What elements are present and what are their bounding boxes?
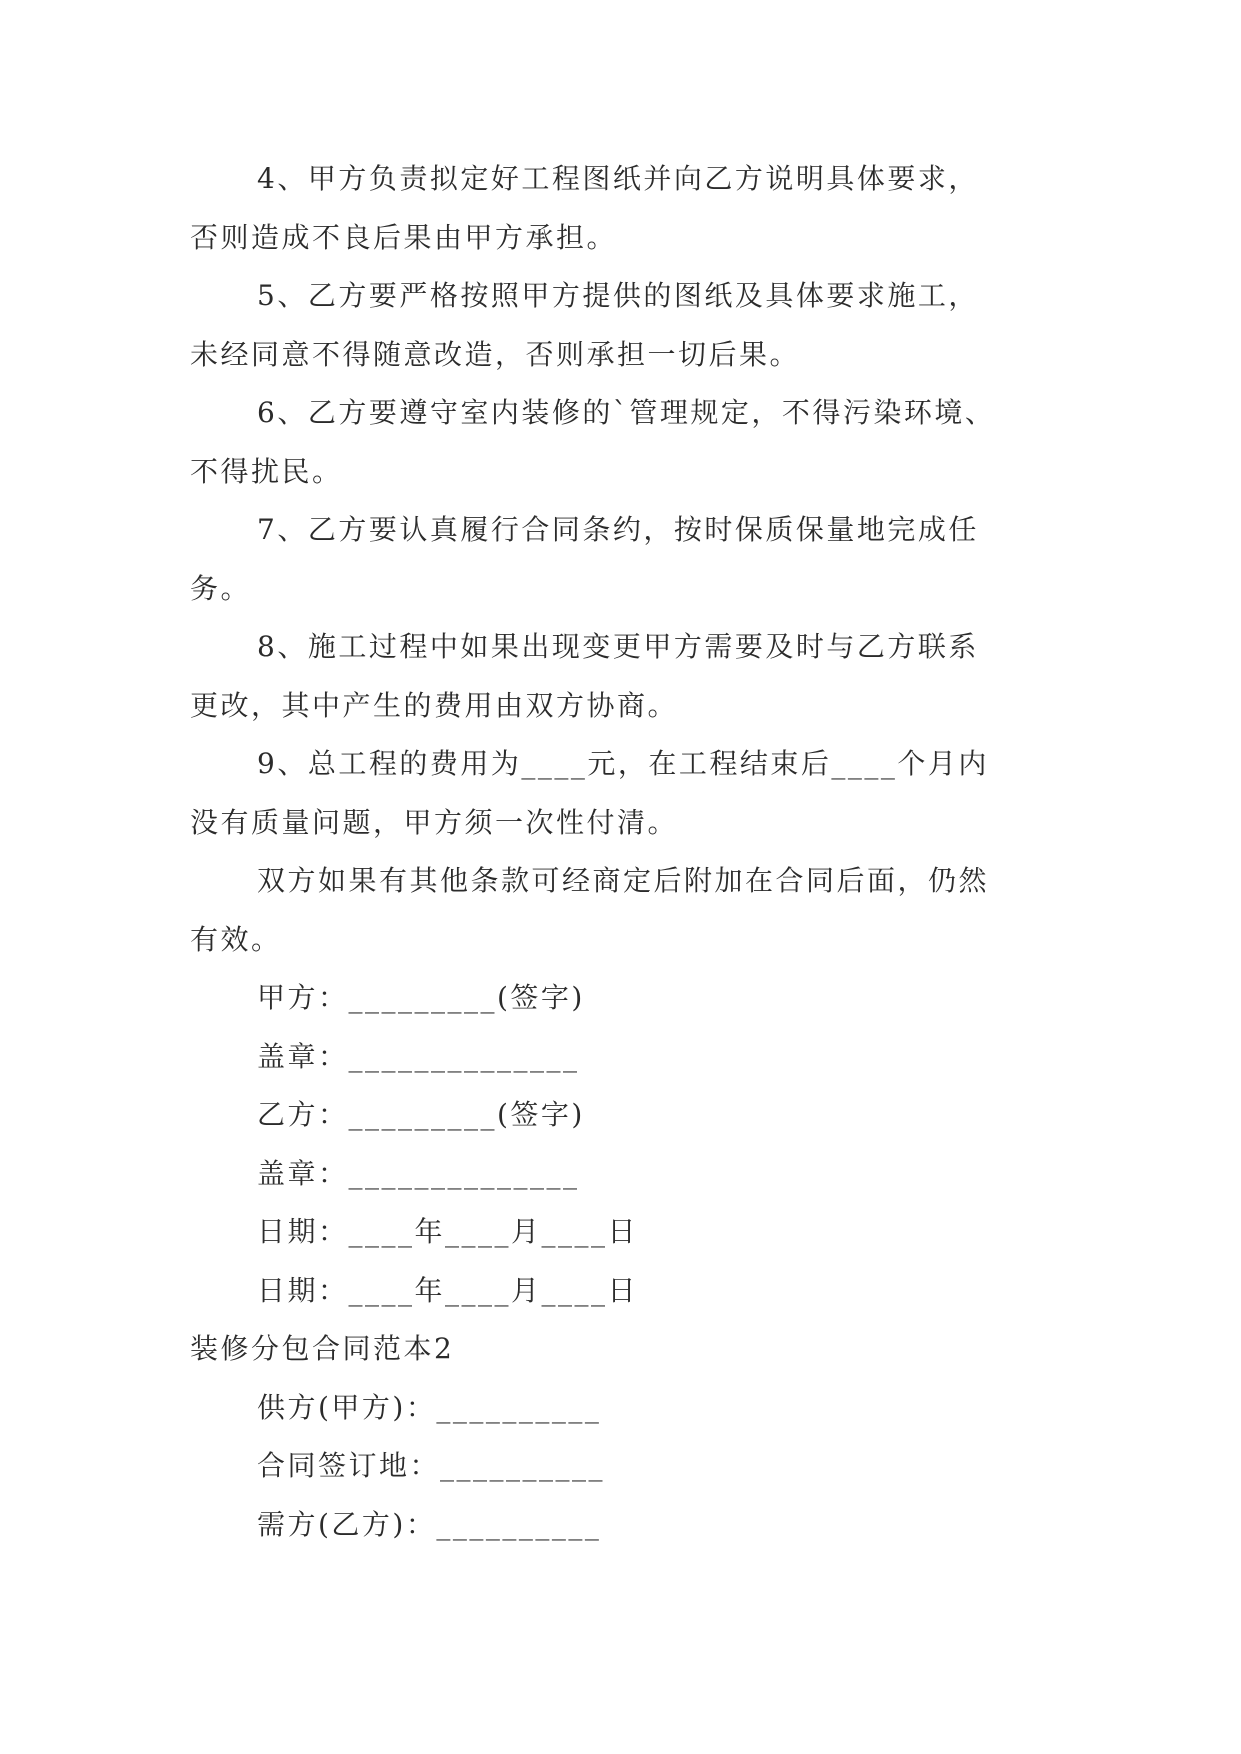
party-b-signature: 乙方：_________(签字) xyxy=(257,1098,585,1131)
supplementary-clause xyxy=(190,852,1070,969)
contract-page xyxy=(190,150,1070,1554)
clause-5-line-1: 5、乙方要严格按照甲方提供的图纸及具体要求施工， xyxy=(257,279,979,312)
date-line-1: 日期：____年____月____日 xyxy=(257,1215,639,1248)
signature-block xyxy=(190,969,1070,1320)
clause-4-line-2: 否则造成不良后果由甲方承担。 xyxy=(190,220,618,254)
party-a-seal: 盖章：______________ xyxy=(257,1039,580,1073)
clause-5-line-2: 未经同意不得随意改造，否则承担一切后果。 xyxy=(190,337,801,371)
section-title: 装修分包合同范本2 xyxy=(190,1332,455,1365)
parties-block xyxy=(190,1379,1070,1555)
supplementary-clause-line-1: 双方如果有其他条款可经商定后附加在合同后面，仍然 xyxy=(257,864,990,897)
clause-8-line-2: 更改，其中产生的费用由双方协商。 xyxy=(190,688,679,722)
clause-9 xyxy=(190,735,1070,852)
clause-7 xyxy=(190,501,1070,618)
clause-6 xyxy=(190,384,1070,501)
clause-6-line-2: 不得扰民。 xyxy=(190,454,343,488)
clause-6-line-1: 6、乙方要遵守室内装修的`管理规定，不得污染环境、 xyxy=(257,396,996,429)
clause-4 xyxy=(190,150,1070,267)
clause-7-line-1: 7、乙方要认真履行合同条约，按时保质保量地完成任 xyxy=(257,513,979,546)
signing-place-line: 合同签订地：__________ xyxy=(257,1449,606,1482)
party-b-seal: 盖章：______________ xyxy=(257,1156,580,1190)
clause-8-line-1: 8、施工过程中如果出现变更甲方需要及时与乙方联系 xyxy=(257,630,979,663)
date-line-2: 日期：____年____月____日 xyxy=(257,1273,639,1307)
clause-9-line-2: 没有质量问题，甲方须一次性付清。 xyxy=(190,805,679,839)
supplementary-clause-line-2: 有效。 xyxy=(190,922,282,956)
buyer-line: 需方(乙方)：__________ xyxy=(257,1507,602,1541)
clause-9-line-1: 9、总工程的费用为____元，在工程结束后____个月内 xyxy=(257,747,989,780)
party-a-signature: 甲方：_________(签字) xyxy=(257,981,585,1014)
clause-7-line-2: 务。 xyxy=(190,571,252,605)
supplier-line: 供方(甲方)：__________ xyxy=(257,1390,602,1424)
clause-8 xyxy=(190,618,1070,735)
clause-5 xyxy=(190,267,1070,384)
clause-4-line-1: 4、甲方负责拟定好工程图纸并向乙方说明具体要求， xyxy=(257,162,979,195)
